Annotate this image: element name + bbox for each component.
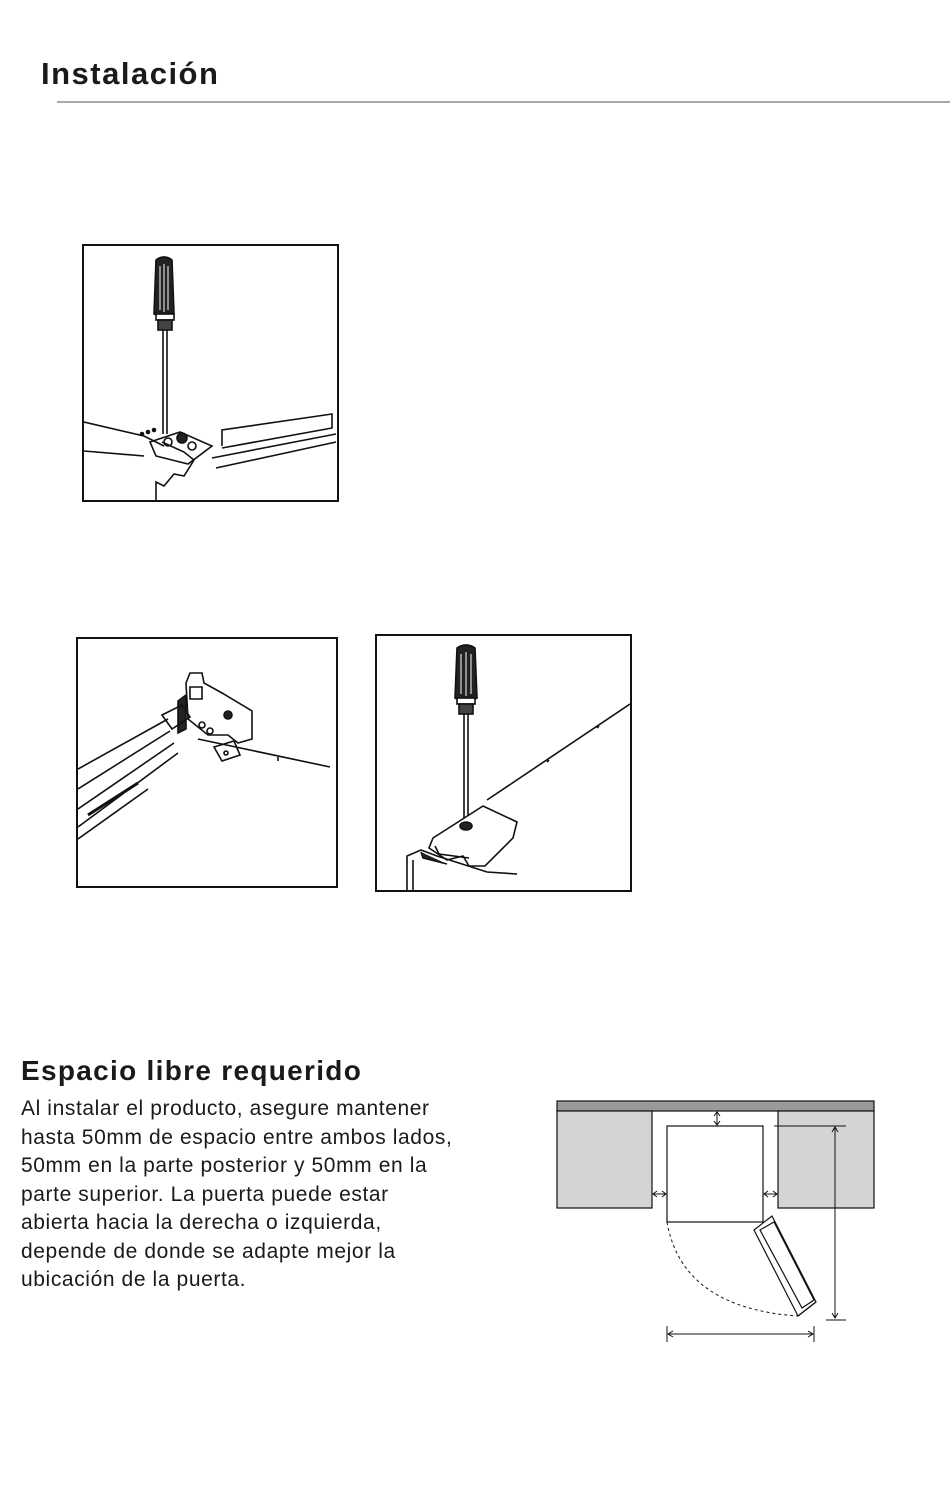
section-title: Espacio libre requerido [21,1055,363,1086]
hinge-bracket-icon [78,639,336,886]
title-divider [57,101,950,103]
figure-hinge-cover-screw [375,634,632,892]
figure-top-hinge-screw [82,244,339,502]
clearance-description: Al instalar el producto, asegure mantener hasta 50mm de espacio entre ambos lados, 50mm en la parte posterior y 50mm en la parte superior. La puerta puede estar abierta hacia la derecha o izquierda, depende de donde se adapte mejor la ubicación de la puerta. [21,1097,453,1291]
clearance-floorplan-icon [552,1098,882,1348]
screwdriver-hinge-cover-icon [377,636,630,890]
figure-hinge-bracket [76,637,338,888]
screwdriver-top-hinge-icon [84,246,337,500]
page-title: Instalación [41,56,220,91]
